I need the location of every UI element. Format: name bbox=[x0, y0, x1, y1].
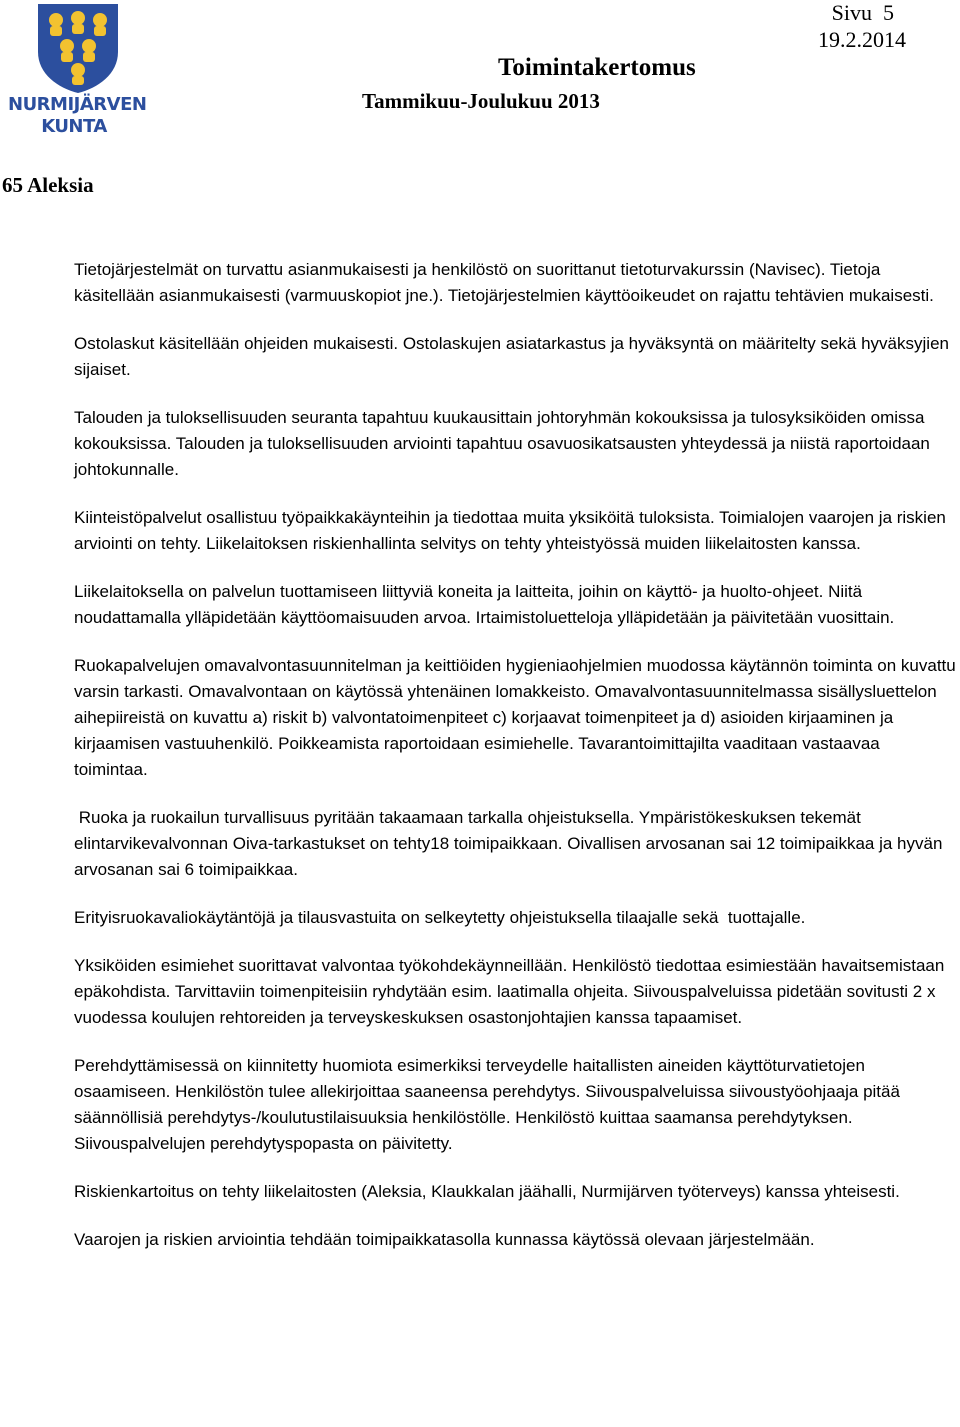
coat-of-arms-icon bbox=[32, 2, 124, 94]
paragraph-self-monitoring: Ruokapalvelujen omavalvontasuunnitelman ja keittiöiden hygieniaohjelmien muodossa käytännön toiminta on kuvattu varsin tarkasti. Omavalvontaan on käytössä yhtenäinen lomakkeisto. Omavalvontasuunnitelmassa sisällysluettelon aihepiireistä on kuvattu a) riskit b) valvontatoimenpiteet c) korjaavat toimenpiteet ja d) asioiden kirjaaminen ja kirjaamisen vastuuhenkilö. Poikkeamista raportoidaan esimiehelle. Tavarantoimittajilta vaaditaan vastaavaa toimintaa. bbox=[74, 656, 956, 779]
paragraph-equipment: Liikelaitoksella on palvelun tuottamiseen liittyviä koneita ja laitteita, joihin on käyttö- ja huolto-ohjeet. Niitä noudattamalla ylläpidetään käyttöomaisuuden arvoa. Irtaimistoluetteloja ylläpidetään ja päivitetään vuosittain. bbox=[74, 582, 895, 627]
municipality-logo bbox=[8, 2, 147, 138]
document-title: Toimintakertomus bbox=[498, 54, 696, 81]
body-text bbox=[74, 257, 958, 1275]
paragraph-supervision: Yksiköiden esimiehet suorittavat valvontaa työkohdekäynneillään. Henkilöstö tiedottaa esimiestään havaitsemistaan epäkohdista. Tarvittaviin toimenpiteisiin ryhdytään esim. laatimalla ohjeita. Siivouspalveluissa pidetään sovitusti 2 x vuodessa koulujen rehtoreiden ja terveyskeskuksen osastonjohtajien kanssa tapaamiset. bbox=[74, 956, 945, 1027]
paragraph-purchase-invoices: Ostolaskut käsitellään ohjeiden mukaisesti. Ostolaskujen asiatarkastus ja hyväksyntä on määritelty sekä hyväksyjien sijaiset. bbox=[74, 334, 949, 379]
document-date: 19.2.2014 bbox=[818, 27, 906, 52]
paragraph-property-services: Kiinteistöpalvelut osallistuu työpaikkakäynteihin ja tiedottaa muita yksiköitä tuloksista. Toimialojen vaarojen ja riskien arviointi on tehty. Liikelaitoksen riskienhallinta selvitys on tehty yhteistyössä muiden liikelaitosten kanssa. bbox=[74, 508, 946, 553]
section-heading: 65 Aleksia bbox=[2, 173, 94, 197]
logo-text-line2: KUNTA bbox=[41, 116, 107, 137]
page-number: Sivu 5 bbox=[831, 0, 894, 25]
paragraph-financial-monitoring: Talouden ja tuloksellisuuden seuranta tapahtuu kuukausittain johtoryhmän kokouksissa ja tulosyksiköiden omissa kokouksissa. Talouden ja tuloksellisuuden arviointi tapahtuu osavuosikatsausten yhteydessä ja niistä raportoidaan johtokunnalle. bbox=[74, 408, 930, 479]
document-subtitle: Tammikuu-Joulukuu 2013 bbox=[362, 89, 600, 113]
paragraph-food-safety: Ruoka ja ruokailun turvallisuus pyritään takaamaan tarkalla ohjeistuksella. Ympäristökeskuksen tekemät elintarvikevalvonnan Oiva-tarkastukset on tehty18 toimipaikkaan. Oivallisen arvosanan sai 12 toimipaikkaa ja hyvän arvosanan sai 6 toimipaikkaa. bbox=[74, 808, 948, 879]
paragraph-information-systems: Tietojärjestelmät on turvattu asianmukaisesti ja henkilöstö on suorittanut tietoturvakurssin (Navisec). Tietoja käsitellään asianmukaisesti (varmuuskopiot jne.). Tietojärjestelmien käyttöoikeudet on rajattu tehtävien mukaisesti. bbox=[74, 260, 934, 305]
paragraph-risk-assessment: Vaarojen ja riskien arviointia tehdään toimipaikkatasolla kunnassa käytössä olevaan järjestelmään. bbox=[74, 1230, 815, 1249]
paragraph-orientation: Perehdyttämisessä on kiinnitetty huomiota esimerkiksi terveydelle haitallisten aineiden käyttöturvatietojen osaamiseen. Henkilöstön tulee allekirjoittaa saaneensa perehdytys. Siivouspalveluissa siivoustyöohjaaja pitää säännöllisiä perehdytys-/koulutustilaisuuksia henkilöstölle. Henkilöstö kuittaa saamansa perehdytyksen. Siivouspalvelujen perehdytyspopasta on päivitetty. bbox=[74, 1056, 900, 1153]
logo-text-line1: NURMIJÄRVEN bbox=[8, 94, 147, 115]
paragraph-risk-mapping: Riskienkartoitus on tehty liikelaitosten (Aleksia, Klaukkalan jäähalli, Nurmijärven työterveys) kanssa yhteisesti. bbox=[74, 1182, 900, 1201]
paragraph-special-diets: Erityisruokavaliokäytäntöjä ja tilausvastuita on selkeytetty ohjeistuksella tilaajalle sekä tuottajalle. bbox=[74, 908, 806, 927]
